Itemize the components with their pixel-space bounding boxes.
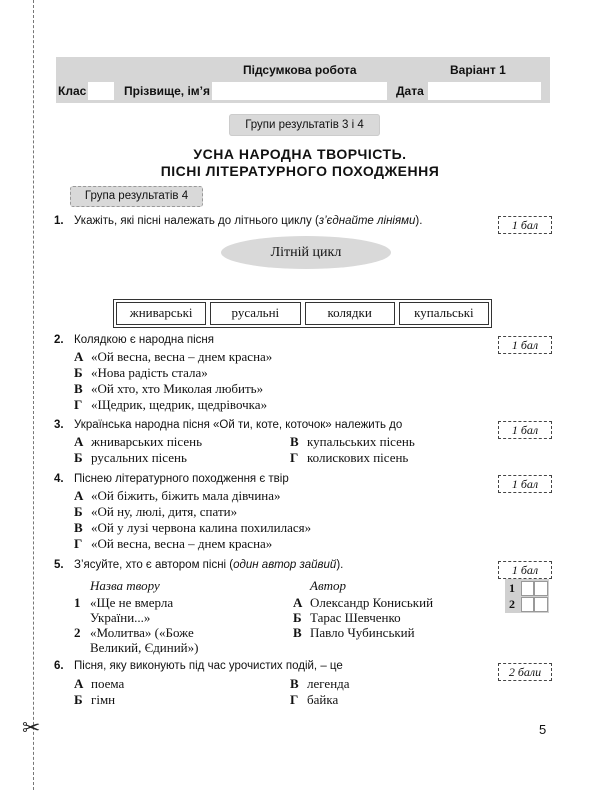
q6-text: Пісня, яку виконують під час урочистих подій, – це	[74, 660, 343, 672]
grid-cell[interactable]	[521, 581, 534, 596]
q4-option-c[interactable]: В «Ой у лузі червона калина похилилася»	[74, 520, 312, 535]
q5-work-2-line1: «Молитва» («Боже	[90, 625, 194, 640]
q5-answer-grid	[505, 579, 549, 613]
word-cell[interactable]: русальні	[210, 302, 300, 325]
word-cell[interactable]: жниварські	[116, 302, 206, 325]
class-label: Клас	[58, 84, 87, 98]
word-cell[interactable]: колядки	[305, 302, 395, 325]
grid-row-2-label: 2	[509, 597, 515, 611]
q6-option-b[interactable]: Б гімн	[74, 692, 116, 707]
q4-text: Піснею літературного походження є твір	[74, 473, 289, 485]
q1-score: 1 бал	[498, 216, 552, 234]
q2-option-b[interactable]: Б «Нова радість стала»	[74, 365, 208, 380]
q5-works-heading: Назва твору	[90, 578, 160, 593]
q6-score: 2 бали	[498, 663, 552, 681]
q5-work-1-number: 1	[74, 595, 81, 610]
q4-option-b[interactable]: Б «Ой ну, люлі, дитя, спати»	[74, 504, 238, 519]
summer-cycle-ellipse[interactable]: Літній цикл	[221, 236, 391, 269]
q3-option-d[interactable]: Г колискових пісень	[290, 450, 409, 465]
q6-option-c[interactable]: В легенда	[290, 676, 350, 691]
variant-label: Варіант 1	[450, 63, 506, 77]
q6-number: 6.	[54, 660, 64, 672]
cut-line	[33, 0, 34, 790]
q1-word-row	[113, 299, 492, 328]
q5-work-1-line2: України...»	[90, 610, 151, 625]
q4-option-d[interactable]: Г «Ой весна, весна – днем красна»	[74, 536, 273, 551]
q2-score: 1 бал	[498, 336, 552, 354]
q3-option-c[interactable]: В купальських пісень	[290, 434, 415, 449]
section-title-line1: УСНА НАРОДНА ТВОРЧІСТЬ.	[193, 146, 407, 162]
q2-number: 2.	[54, 334, 64, 346]
q5-work-2-number: 2	[74, 625, 81, 640]
grid-row-1-label: 1	[509, 581, 515, 595]
q6-option-d[interactable]: Г байка	[290, 692, 339, 707]
grid-cell[interactable]	[521, 597, 534, 612]
q5-author-a: А Олександр Кониський	[293, 595, 434, 610]
section-title-line2: ПІСНІ ЛІТЕРАТУРНОГО ПОХОДЖЕННЯ	[160, 163, 440, 179]
q5-text: З’ясуйте, хто є автором пісні (один автор зайвий).	[74, 559, 344, 571]
q1-number: 1.	[54, 215, 64, 227]
date-field[interactable]	[428, 82, 541, 100]
q2-option-d[interactable]: Г «Щедрик, щедрик, щедрівочка»	[74, 397, 268, 412]
grid-cell[interactable]	[534, 581, 548, 596]
class-field[interactable]	[88, 82, 114, 100]
q3-number: 3.	[54, 419, 64, 431]
name-field[interactable]	[212, 82, 387, 100]
q5-number: 5.	[54, 559, 64, 571]
word-cell[interactable]: купальські	[399, 302, 489, 325]
work-title: Підсумкова робота	[243, 63, 357, 77]
q5-author-c: В Павло Чубинський	[293, 625, 415, 640]
q3-option-b[interactable]: Б русальних пісень	[74, 450, 187, 465]
groups-label: Групи результатів 3 і 4	[229, 114, 380, 136]
q5-authors-heading: Автор	[310, 578, 346, 593]
grid-cell[interactable]	[534, 597, 548, 612]
q1-text: Укажіть, які пісні належать до літнього циклу (з’єднайте лініями).	[74, 215, 423, 227]
q2-option-a[interactable]: А «Ой весна, весна – днем красна»	[74, 349, 273, 364]
q3-text: Українська народна пісня «Ой ти, коте, коточок» належить до	[74, 419, 403, 431]
q5-work-2-line2: Великий, Єдиний»)	[90, 640, 199, 655]
q2-option-c[interactable]: В «Ой хто, хто Миколая любить»	[74, 381, 264, 396]
page-number: 5	[539, 722, 547, 737]
q5-author-b: Б Тарас Шевченко	[293, 610, 401, 625]
name-label: Прізвище, ім’я	[124, 84, 211, 98]
q6-option-a[interactable]: А поема	[74, 676, 125, 691]
date-label: Дата	[396, 84, 424, 98]
group4-label: Група результатів 4	[70, 186, 203, 207]
scissors-icon: ✂	[22, 715, 41, 740]
q4-number: 4.	[54, 473, 64, 485]
q5-work-1-line1: «Ще не вмерла	[90, 595, 174, 610]
q3-option-a[interactable]: А жниварських пісень	[74, 434, 203, 449]
q5-score: 1 бал	[498, 561, 552, 579]
q3-score: 1 бал	[498, 421, 552, 439]
q4-option-a[interactable]: А «Ой біжить, біжить мала дівчина»	[74, 488, 281, 503]
q2-text: Колядкою є народна пісня	[74, 334, 214, 346]
header-form	[56, 57, 550, 103]
q4-score: 1 бал	[498, 475, 552, 493]
